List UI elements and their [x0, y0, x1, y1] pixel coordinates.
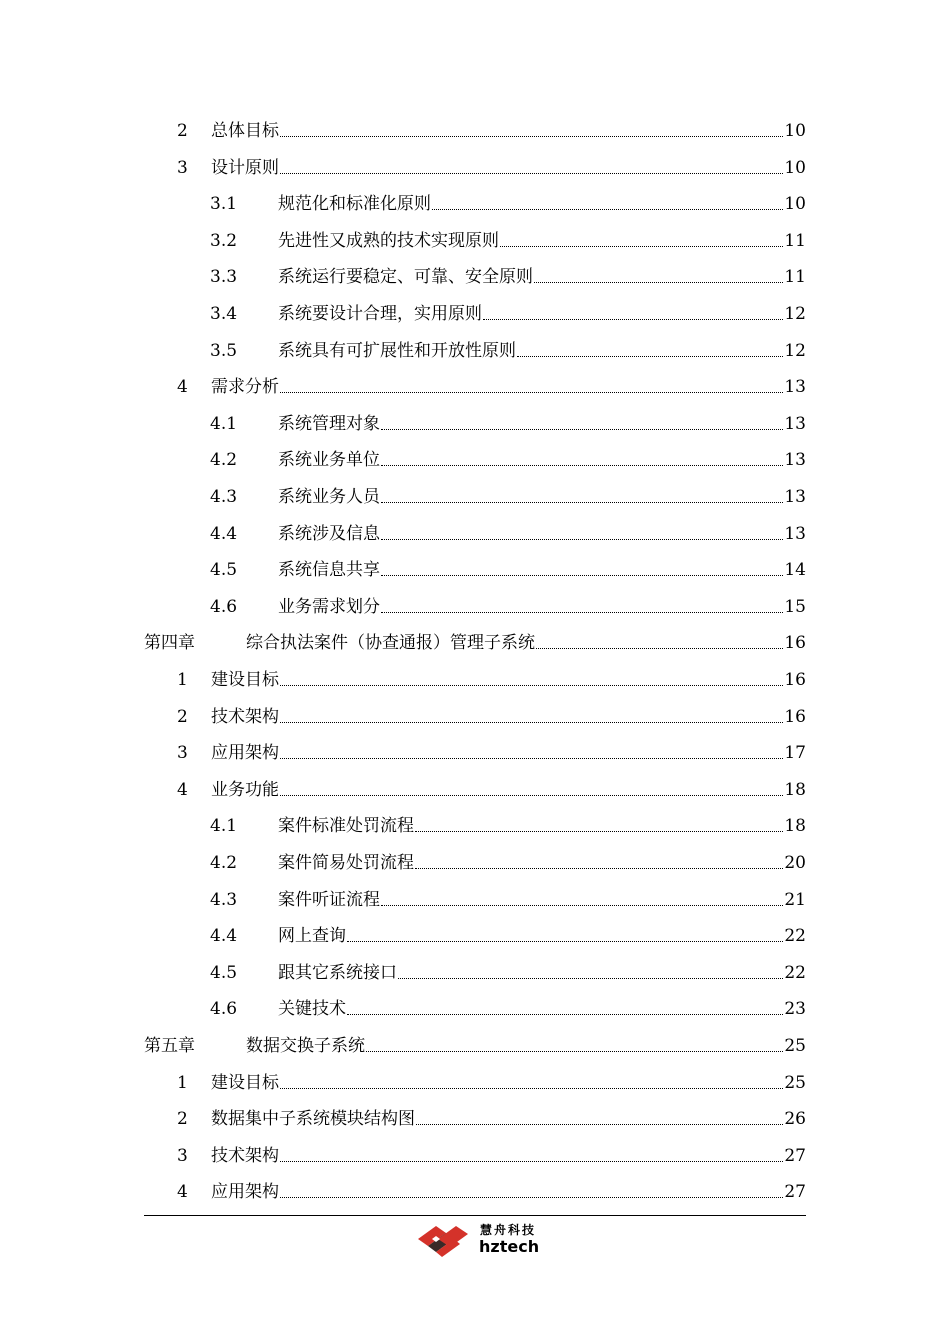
- toc-entry[interactable]: [144, 630, 806, 656]
- toc-dot-leader: [366, 1051, 783, 1052]
- toc-dot-leader: [280, 173, 783, 174]
- toc-entry[interactable]: [177, 155, 806, 181]
- toc-dot-leader: [381, 612, 783, 613]
- toc-entry-page: 10: [784, 158, 806, 178]
- toc-dot-leader: [534, 282, 783, 283]
- toc-entry[interactable]: [210, 521, 806, 547]
- toc-entry-number: 4.5: [210, 560, 238, 580]
- toc-entry-page: 16: [784, 707, 806, 727]
- logo-text-english: hztech: [479, 1237, 540, 1256]
- toc-entry-title: 跟其它系统接口: [278, 963, 397, 983]
- toc-entry-title: 系统信息共享: [278, 560, 380, 580]
- toc-dot-leader: [381, 539, 783, 540]
- toc-entry-number: 4.1: [210, 414, 238, 434]
- toc-entry-title: 系统运行要稳定、可靠、安全原则: [278, 267, 533, 287]
- toc-dot-leader: [280, 136, 783, 137]
- toc-entry-number: 4: [177, 780, 188, 800]
- toc-entry-number: 2: [177, 1109, 188, 1129]
- toc-entry[interactable]: [210, 301, 806, 327]
- toc-entry-title: 系统业务单位: [278, 450, 380, 470]
- toc-entry-title: 网上查询: [278, 926, 346, 946]
- toc-dot-leader: [280, 758, 783, 759]
- toc-entry-number: 4.4: [210, 524, 238, 544]
- toc-entry-page: 21: [784, 890, 806, 910]
- toc-entry-title: 案件听证流程: [278, 890, 380, 910]
- toc-dot-leader: [415, 831, 783, 832]
- toc-entry-page: 27: [784, 1182, 806, 1202]
- toc-entry-number: 4: [177, 1182, 188, 1202]
- toc-dot-leader: [381, 502, 783, 503]
- toc-entry-page: 10: [784, 194, 806, 214]
- toc-entry-page: 13: [784, 487, 806, 507]
- toc-entry[interactable]: [210, 996, 806, 1022]
- toc-entry-number: 1: [177, 1073, 188, 1093]
- toc-entry-page: 18: [784, 780, 806, 800]
- toc-dot-leader: [517, 356, 783, 357]
- toc-entry-page: 27: [784, 1146, 806, 1166]
- toc-dot-leader: [280, 392, 783, 393]
- toc-entry[interactable]: [144, 1033, 806, 1059]
- toc-entry-title: 业务功能: [211, 780, 279, 800]
- toc-entry-page: 13: [784, 524, 806, 544]
- toc-entry-number: 3: [177, 743, 188, 763]
- toc-entry[interactable]: [177, 777, 806, 803]
- toc-entry-number: 第五章: [144, 1036, 195, 1056]
- toc-dot-leader: [381, 905, 783, 906]
- toc-dot-leader: [483, 319, 783, 320]
- toc-entry[interactable]: [210, 228, 806, 254]
- toc-dot-leader: [500, 246, 783, 247]
- toc-entry[interactable]: [210, 887, 806, 913]
- toc-entry[interactable]: [210, 191, 806, 217]
- toc-dot-leader: [398, 978, 783, 979]
- toc-dot-leader: [347, 941, 783, 942]
- toc-entry[interactable]: [177, 1070, 806, 1096]
- toc-entry[interactable]: [210, 923, 806, 949]
- toc-dot-leader: [381, 429, 783, 430]
- toc-entry-title: 关键技术: [278, 999, 346, 1019]
- toc-entry-number: 1: [177, 670, 188, 690]
- toc-entry-title: 系统具有可扩展性和开放性原则: [278, 341, 516, 361]
- toc-dot-leader: [381, 465, 783, 466]
- toc-entry-title: 案件标准处罚流程: [278, 816, 414, 836]
- toc-entry-title: 系统业务人员: [278, 487, 380, 507]
- toc-entry-number: 4.2: [210, 450, 238, 470]
- toc-entry-number: 4.3: [210, 487, 238, 507]
- toc-entry-page: 11: [784, 231, 806, 251]
- toc-entry-page: 17: [784, 743, 806, 763]
- toc-entry-number: 3.2: [210, 231, 238, 251]
- toc-entry-title: 设计原则: [211, 158, 279, 178]
- toc-entry-page: 18: [784, 816, 806, 836]
- toc-entry-page: 16: [784, 633, 806, 653]
- toc-entry-number: 3: [177, 1146, 188, 1166]
- toc-entry-page: 12: [784, 341, 806, 361]
- toc-entry[interactable]: [177, 118, 806, 144]
- toc-entry-number: 4.6: [210, 999, 238, 1019]
- toc-entry-number: 4.4: [210, 926, 238, 946]
- toc-entry-page: 22: [784, 963, 806, 983]
- company-logo: [416, 1220, 546, 1260]
- toc-entry[interactable]: [210, 338, 806, 364]
- toc-entry-title: 总体目标: [211, 121, 279, 141]
- toc-entry-page: 13: [784, 414, 806, 434]
- toc-entry[interactable]: [210, 960, 806, 986]
- toc-entry[interactable]: [210, 594, 806, 620]
- toc-entry[interactable]: [177, 1143, 806, 1169]
- toc-entry[interactable]: [177, 667, 806, 693]
- toc-entry-title: 系统涉及信息: [278, 524, 380, 544]
- toc-entry-title: 需求分析: [211, 377, 279, 397]
- toc-entry[interactable]: [210, 264, 806, 290]
- toc-dot-leader: [347, 1014, 783, 1015]
- toc-entry-page: 13: [784, 377, 806, 397]
- toc-entry-title: 技术架构: [211, 1146, 279, 1166]
- hztech-logo-icon: [416, 1220, 470, 1258]
- footer-divider: [144, 1215, 806, 1216]
- toc-entry-page: 23: [784, 999, 806, 1019]
- toc-entry-title: 案件简易处罚流程: [278, 853, 414, 873]
- toc-entry-page: 22: [784, 926, 806, 946]
- toc-entry-title: 应用架构: [211, 743, 279, 763]
- toc-entry-title: 规范化和标准化原则: [278, 194, 431, 214]
- toc-entry[interactable]: [177, 1179, 806, 1205]
- toc-entry-page: 10: [784, 121, 806, 141]
- toc-entry-number: 4.5: [210, 963, 238, 983]
- toc-dot-leader: [280, 685, 783, 686]
- toc-dot-leader: [280, 1197, 783, 1198]
- toc-dot-leader: [280, 722, 783, 723]
- toc-entry-title: 数据交换子系统: [246, 1036, 365, 1056]
- toc-entry-title: 技术架构: [211, 707, 279, 727]
- toc-entry[interactable]: [177, 1106, 806, 1132]
- toc-entry-title: 应用架构: [211, 1182, 279, 1202]
- toc-entry-page: 20: [784, 853, 806, 873]
- toc-entry[interactable]: [210, 484, 806, 510]
- toc-entry-page: 16: [784, 670, 806, 690]
- toc-dot-leader: [280, 795, 783, 796]
- toc-entry[interactable]: [210, 447, 806, 473]
- toc-entry-page: 25: [784, 1073, 806, 1093]
- toc-dot-leader: [536, 648, 783, 649]
- toc-dot-leader: [432, 209, 783, 210]
- toc-entry-number: 4.6: [210, 597, 238, 617]
- toc-entry-page: 26: [784, 1109, 806, 1129]
- toc-entry-page: 13: [784, 450, 806, 470]
- toc-entry[interactable]: [177, 740, 806, 766]
- toc-dot-leader: [381, 575, 783, 576]
- toc-entry-number: 3.1: [210, 194, 238, 214]
- toc-entry-number: 3.5: [210, 341, 238, 361]
- toc-dot-leader: [415, 868, 783, 869]
- toc-entry-number: 3: [177, 158, 188, 178]
- logo-text-chinese: 慧舟科技: [480, 1223, 537, 1237]
- toc-entry-number: 第四章: [144, 633, 195, 653]
- toc-entry-page: 12: [784, 304, 806, 324]
- toc-entry-number: 2: [177, 121, 188, 141]
- toc-entry-title: 先进性又成熟的技术实现原则: [278, 231, 499, 251]
- toc-entry[interactable]: [210, 411, 806, 437]
- toc-entry-title: 建设目标: [211, 1073, 279, 1093]
- toc-entry[interactable]: [210, 813, 806, 839]
- toc-entry-number: 4: [177, 377, 188, 397]
- toc-entry-title: 系统要设计合理，实用原则: [278, 304, 482, 324]
- toc-entry-number: 3.4: [210, 304, 238, 324]
- toc-entry-number: 3.3: [210, 267, 238, 287]
- toc-entry-page: 11: [784, 267, 806, 287]
- toc-entry-title: 系统管理对象: [278, 414, 380, 434]
- toc-dot-leader: [280, 1161, 783, 1162]
- toc-entry[interactable]: [210, 850, 806, 876]
- toc-entry-number: 2: [177, 707, 188, 727]
- toc-entry-title: 建设目标: [211, 670, 279, 690]
- toc-entry-page: 15: [784, 597, 806, 617]
- toc-entry[interactable]: [210, 557, 806, 583]
- toc-entry-page: 25: [784, 1036, 806, 1056]
- toc-entry-title: 业务需求划分: [278, 597, 380, 617]
- toc-dot-leader: [416, 1124, 783, 1125]
- toc-entry-page: 14: [784, 560, 806, 580]
- toc-entry-title: 综合执法案件（协查通报）管理子系统: [246, 633, 535, 653]
- toc-entry-number: 4.3: [210, 890, 238, 910]
- toc-entry-number: 4.2: [210, 853, 238, 873]
- toc-entry-number: 4.1: [210, 816, 238, 836]
- toc-dot-leader: [280, 1088, 783, 1089]
- toc-entry-title: 数据集中子系统模块结构图: [211, 1109, 415, 1129]
- toc-entry[interactable]: [177, 704, 806, 730]
- toc-entry[interactable]: [177, 374, 806, 400]
